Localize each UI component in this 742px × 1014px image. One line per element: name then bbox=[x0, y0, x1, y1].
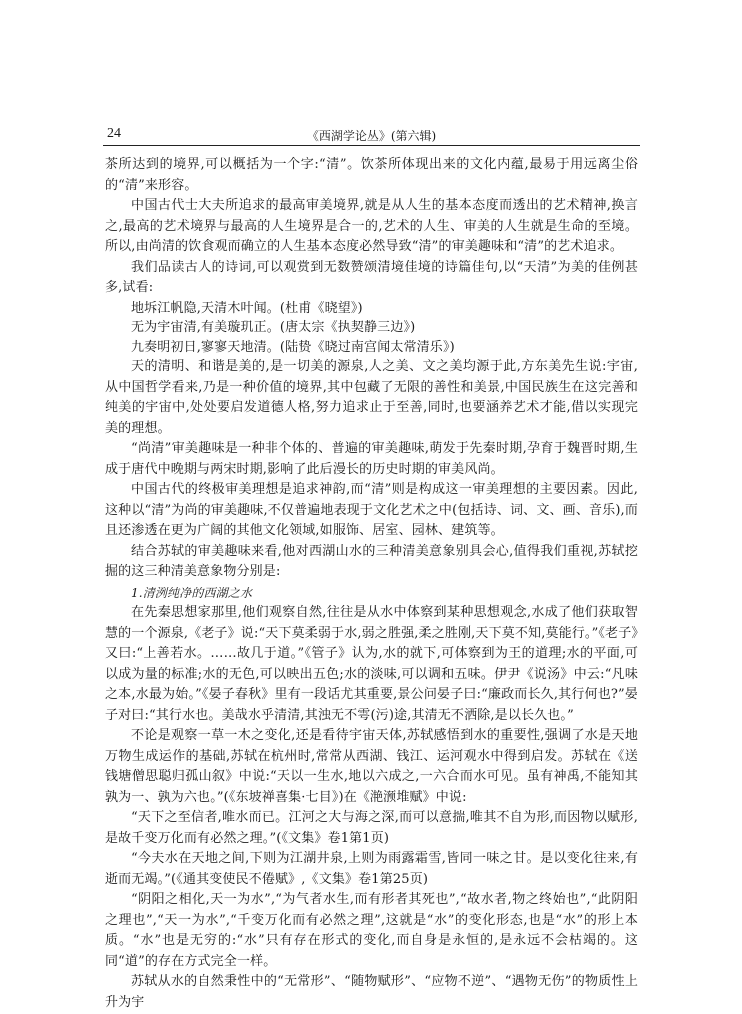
running-header bbox=[103, 125, 640, 146]
poem-quote-line: 九奏明初日,寥寥天地清。(陆贽《晓过南宫闻太常清乐》) bbox=[131, 339, 455, 355]
poem-quote-line: 无为宇宙清,有美璇玑正。(唐太宗《执契静三边》) bbox=[131, 320, 416, 335]
paragraph: 中国古代士大夫所追求的最高审美境界,就是从人生的基本态度而透出的艺术精神,换言之,最高的艺术境界与最高的人生境界是合一的,艺术的人生、审美的人生就是生命的至境。所以,由尚清的饮食观而确立的人生基本态度必然导致“清”的审美趣味和“清”的艺术追求。 bbox=[105, 198, 638, 254]
paragraph: 茶所达到的境界,可以概括为一个字:“清”。饮茶所体现出来的文化内蕴,最易于用远离尘俗的“清”来形容。 bbox=[105, 157, 638, 193]
paragraph: “尚清”审美趣味是一种非个体的、普遍的审美趣味,萌发于先秦时期,孕育于魏晋时期,生成于唐代中晚期与两宋时期,影响了此后漫长的历史时期的审美风尚。 bbox=[105, 441, 638, 477]
section-subheading: 1.清洌纯净的西湖之水 bbox=[131, 585, 253, 600]
paragraph: “天下之至信者,唯水而已。江河之大与海之深,而可以意揣,唯其不自为形,而因物以赋形,是故千变万化而有必然之理。”(《文集》卷1第1页) bbox=[105, 810, 638, 846]
poem-quote-line: 地坼江帆隐,天清木叶闻。(杜甫《晓望》) bbox=[131, 300, 363, 316]
paragraph: 我们品读古人的诗词,可以观赏到无数赞颂清境佳境的诗篇佳句,以“天清”为美的佳例甚多,试看: bbox=[105, 259, 638, 295]
paragraph: 不论是观察一草一木之变化,还是看待宇宙天体,苏轼感悟到水的重要性,强调了水是天地万物生成运作的基础,苏轼在杭州时,常常从西湖、钱江、运河观水中得到启发。苏轼在《送钱塘僧思聪归孤山叙》中说:“天以一生水,地以六成之,一六合而水可见。虽有神禹,不能知其孰为一、孰为六也。”(《东坡禅喜集·七目》)在《滟滪堆赋》中说: bbox=[105, 728, 638, 805]
paragraph: 天的清明、和谐是美的,是一切美的源泉,人之美、文之美均源于此,方东美先生说:宇宙,从中国哲学看来,乃是一种价值的境界,其中包藏了无限的善性和美景,中国民族生在这完善和纯美的宇宙中,处处要启发道德人格,努力追求止于至善,同时,也要涵养艺术才能,借以实现完美的理想。 bbox=[105, 359, 638, 436]
body-text bbox=[105, 155, 638, 1013]
paragraph: 结合苏轼的审美趣味来看,他对西湖山水的三种清美意象别具会心,值得我们重视,苏轼挖掘的这三种清美意象物分别是: bbox=[105, 543, 638, 579]
paragraph: 苏轼从水的自然秉性中的“无常形”、“随物赋形”、“应物不逆”、“遇物无伤”的物质性上升为宇 bbox=[105, 974, 638, 1010]
paragraph: “阴阳之相化,天一为水”,“为气者水生,而有形者其死也”,“故水者,物之终始也”,“此阴阳之理也”,“天一为水”,“千变万化而有必然之理”,这就是“水”的变化形态,也是“水”的形上本质。“水”也是无穷的:“水”只有存在形式的变化,而自身是永恒的,是永远不会枯竭的。这同“道”的存在方式完全一样。 bbox=[105, 892, 638, 969]
page-number: 24 bbox=[107, 126, 121, 141]
paragraph: “今夫水在天地之间,下则为江湖井泉,上则为雨露霜雪,皆同一味之甘。是以变化往来,有逝而无竭。”(《通其变使民不倦赋》,《文集》卷1第25页) bbox=[105, 851, 638, 887]
paragraph: 在先秦思想家那里,他们观察自然,往往是从水中体察到某种思想观念,水成了他们获取智慧的一个源泉,《老子》说:“天下莫柔弱于水,弱之胜强,柔之胜刚,天下莫不知,莫能行。”《老子》又曰:“上善若水。……故几于道。”《管子》认为,水的就下,可体察到为王的道理;水的平面,可以成为量的标准;水的无色,可以映出五色;水的淡味,可以调和五味。伊尹《说汤》中云:“凡味之本,水最为始。”《晏子春秋》里有一段话尤其重要,景公问晏子曰:“廉政而长久,其行何也?”晏子对曰:“其行水也。美哉水乎清清,其浊无不雩(污)途,其清无不洒除,是以长久也。” bbox=[105, 605, 638, 723]
running-title: 《西湖学论丛》(第六辑) bbox=[306, 129, 437, 143]
paragraph: 中国古代的终极审美理想是追求神韵,而“清”则是构成这一审美理想的主要因素。因此,这种以“清”为尚的审美趣味,不仅普遍地表现于文化艺术之中(包括诗、词、文、画、音乐),而且还渗透在更为广阔的其他文化领域,如服饰、居室、园林、建筑等。 bbox=[105, 482, 638, 538]
